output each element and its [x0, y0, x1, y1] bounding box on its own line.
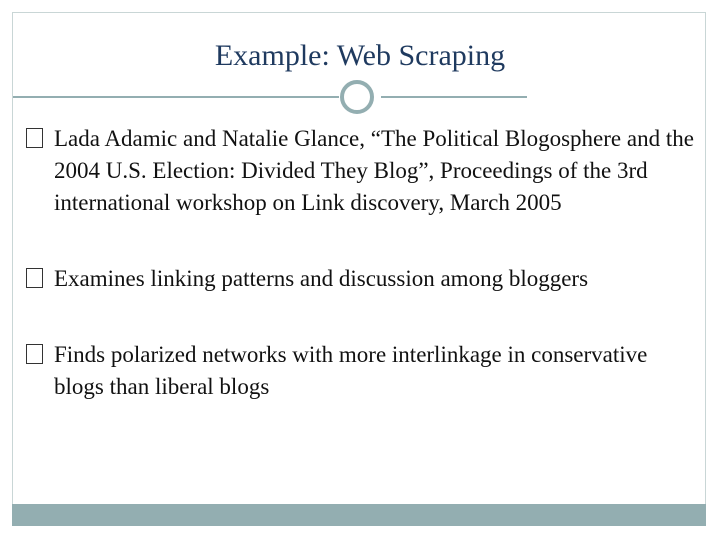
bullet-icon [26, 128, 43, 148]
title-divider-right [381, 96, 527, 98]
footer-bar [12, 504, 706, 526]
bullet-item [26, 263, 696, 295]
bullet-icon [26, 344, 43, 364]
bullet-item [26, 339, 696, 403]
bullet-text: Finds polarized networks with more interlinkage in conservative blogs than liberal blogs [54, 342, 648, 399]
bullet-text: Examines linking patterns and discussion among bloggers [54, 266, 589, 291]
circle-ornament-icon [340, 80, 374, 114]
title-divider-left [13, 96, 339, 98]
bullet-item [26, 123, 696, 219]
slide-title: Example: Web Scraping [214, 39, 506, 72]
bullet-icon [26, 268, 43, 288]
bullet-text: Lada Adamic and Natalie Glance, “The Political Blogosphere and the 2004 U.S. Election: Divided They Blog”, Proceedings of the 3rd international workshop on Link discovery, March 2005 [54, 126, 694, 215]
bullet-list [26, 123, 696, 447]
